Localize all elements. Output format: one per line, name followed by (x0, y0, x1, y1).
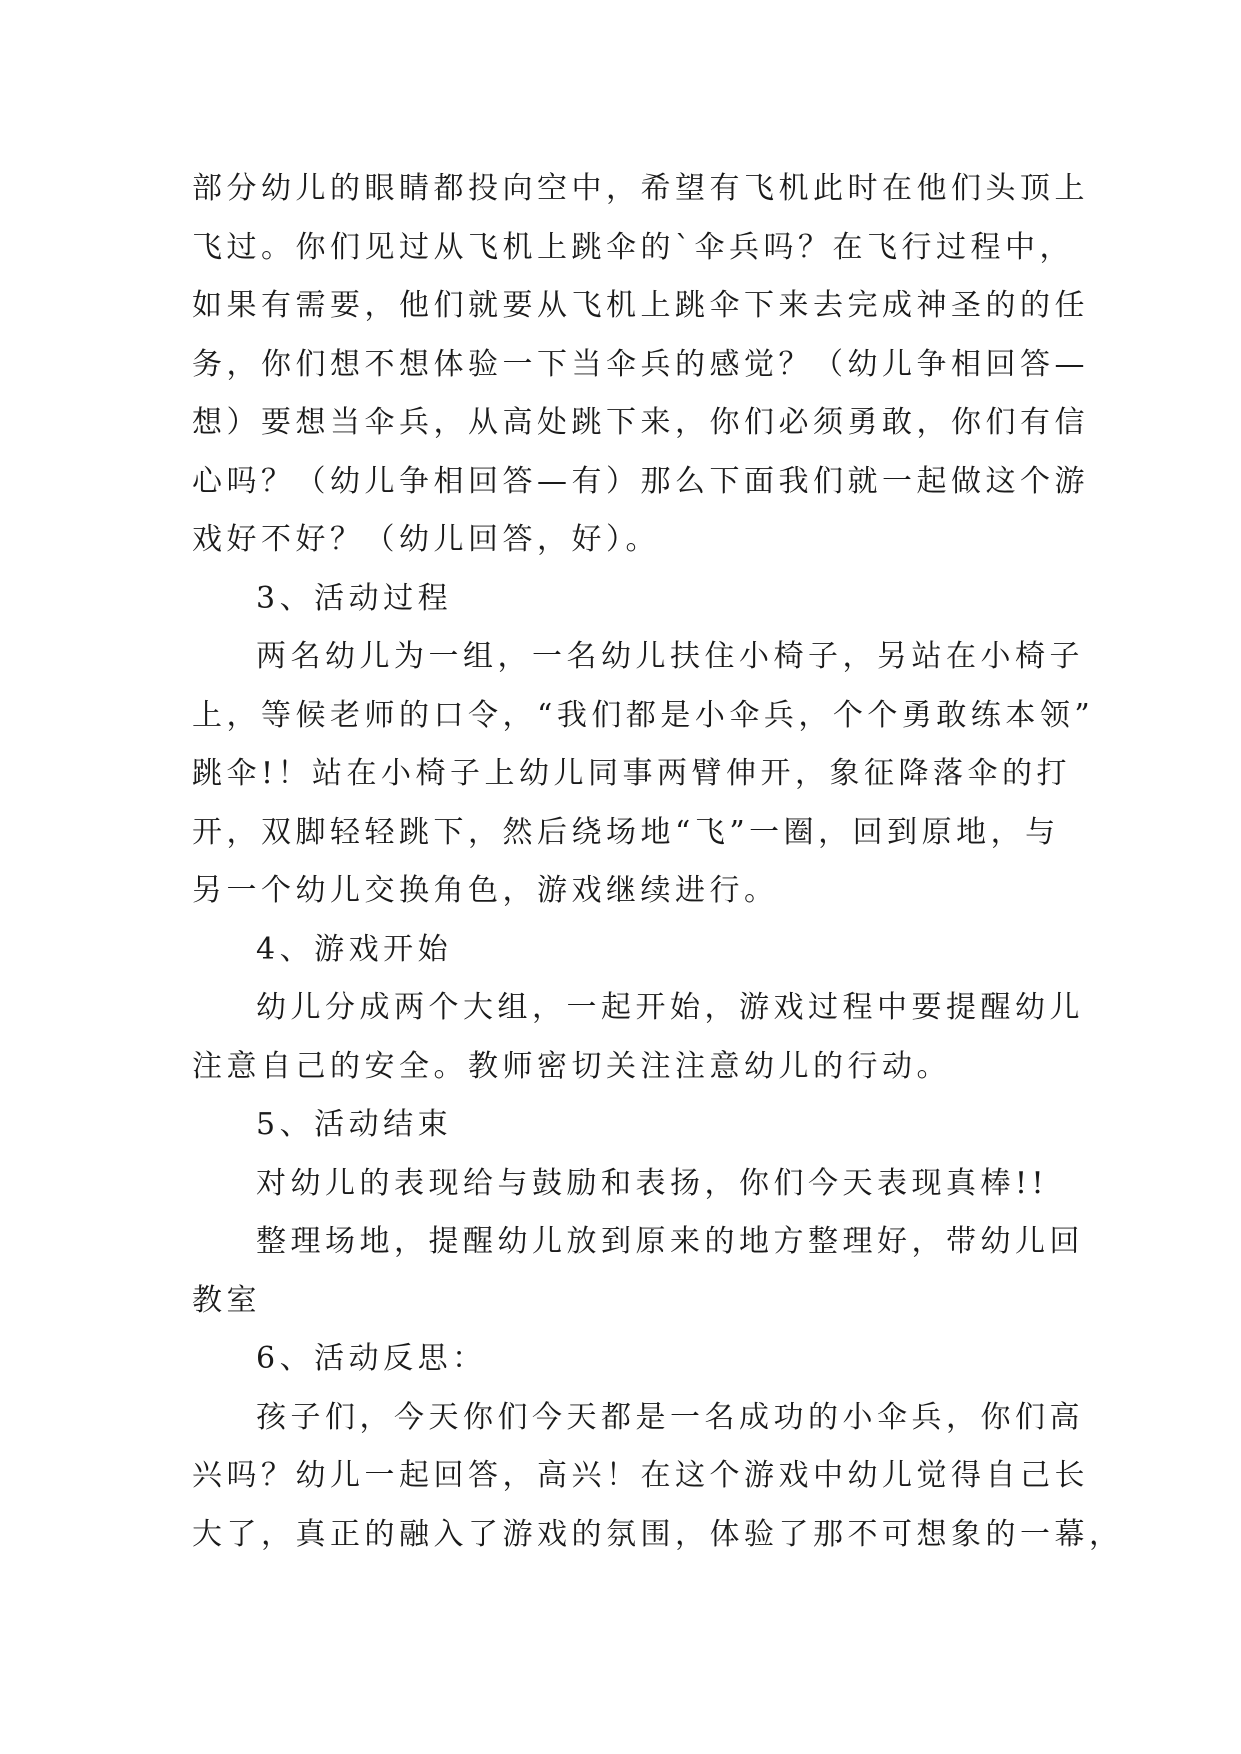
text-line: 开，双脚轻轻跳下，然后绕场地“飞”一圈，回到原地，与 (192, 814, 1060, 850)
text-line: 想）要想当伞兵，从高处跳下来，你们必须勇敢，你们有信 (192, 405, 1089, 440)
text-line: 5、活动结束 (256, 1107, 453, 1142)
text-line: 对幼儿的表现给与鼓励和表扬，你们今天表现真棒!! (256, 1165, 1049, 1201)
text-line: 上，等候老师的口令，“我们都是小伞兵，个个勇敢练本领” (192, 697, 1095, 733)
text-line: 6、活动反思： (256, 1341, 487, 1376)
text-line: 两名幼儿为一组，一名幼儿扶住小椅子，另站在小椅子 (256, 639, 1084, 674)
text-line: 心吗？（幼儿争相回答—有）那么下面我们就一起做这个游 (192, 463, 1089, 499)
text-line: 注意自己的安全。教师密切关注注意幼儿的行动。 (192, 1048, 951, 1084)
text-line: 另一个幼儿交换角色，游戏继续进行。 (192, 873, 779, 908)
text-line: 兴吗？幼儿一起回答，高兴！在这个游戏中幼儿觉得自己长 (192, 1458, 1089, 1493)
text-line: 4、游戏开始 (256, 931, 453, 967)
text-line: 跳伞!！站在小椅子上幼儿同事两臂伸开，象征降落伞的打 (192, 756, 1072, 791)
text-line: 教室 (192, 1282, 261, 1318)
text-line: 务，你们想不想体验一下当伞兵的感觉？（幼儿争相回答— (192, 346, 1089, 382)
text-line: 部分幼儿的眼睛都投向空中，希望有飞机此时在他们头顶上 (192, 171, 1089, 206)
document-body (192, 160, 1124, 1564)
text-line: 飞过。你们见过从飞机上跳伞的`伞兵吗？在飞行过程中， (192, 229, 1074, 265)
text-line: 如果有需要，他们就要从飞机上跳伞下来去完成神圣的的任 (192, 288, 1089, 323)
text-line: 戏好不好？（幼儿回答，好）。 (192, 522, 660, 557)
text-line: 孩子们，今天你们今天都是一名成功的小伞兵，你们高 (256, 1399, 1084, 1435)
text-line: 3、活动过程 (256, 580, 453, 616)
text-line: 幼儿分成两个大组，一起开始，游戏过程中要提醒幼儿 (256, 990, 1084, 1025)
text-line: 整理场地，提醒幼儿放到原来的地方整理好，带幼儿回 (256, 1224, 1084, 1259)
text-line: 大了，真正的融入了游戏的氛围，体验了那不可想象的一幕， (192, 1516, 1124, 1552)
